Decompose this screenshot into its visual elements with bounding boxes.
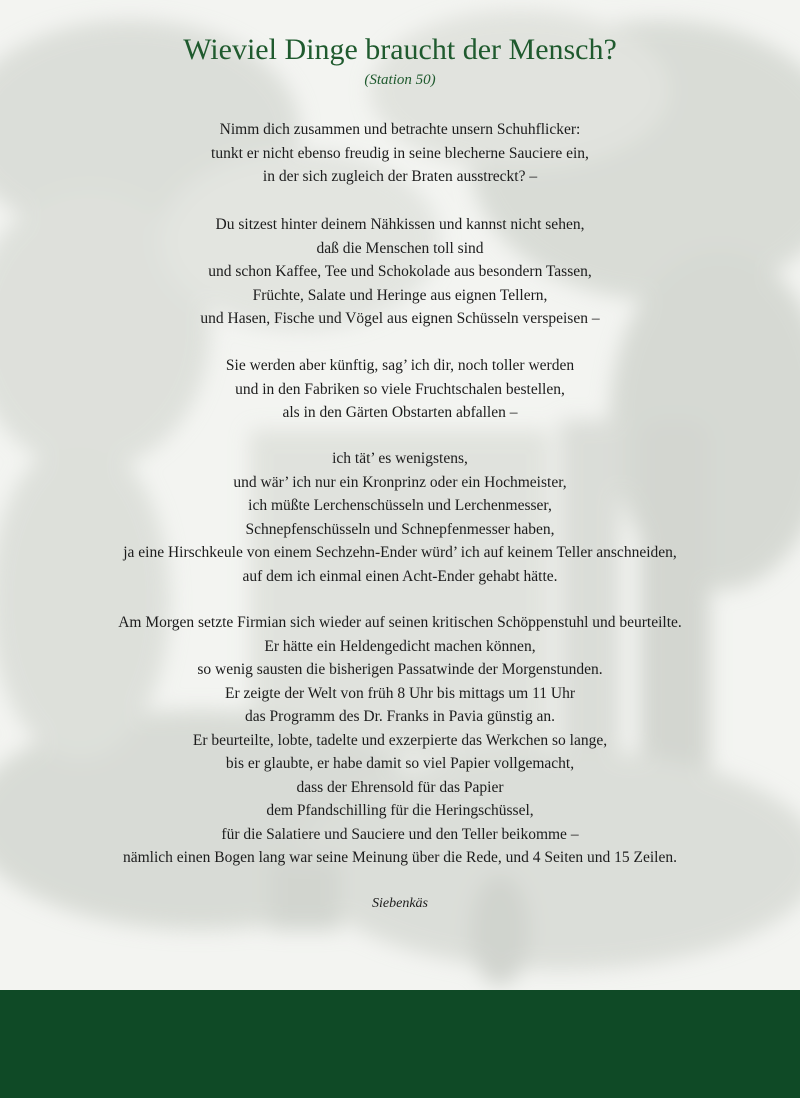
poem-line: als in den Gärten Obstarten abfallen –: [282, 404, 518, 421]
poem-line: ja eine Hirschkeule von einem Sechzehn-Ender würd’ ich auf keinem Teller anschneiden,: [123, 544, 677, 561]
poem-line: auf dem ich einmal einen Acht-Ender gehabt hätte.: [242, 567, 558, 585]
poem-line: bis er glaubte, er habe damit so viel Papier vollgemacht,: [225, 755, 575, 772]
poem-line: Nimm dich zusammen und betrachte unsern Schuhflicker:: [219, 121, 581, 138]
page-title: Wieviel Dinge braucht der Mensch?: [183, 33, 617, 66]
poem-line: in der sich zugleich der Braten ausstreckt? –: [262, 168, 538, 185]
poem-line: nämlich einen Bogen lang war seine Meinung über die Rede, und 4 Seiten und 15 Zeilen.: [123, 849, 677, 866]
poem-line: das Programm des Dr. Franks in Pavia günstig an.: [245, 708, 555, 725]
poem-line: dass der Ehrensold für das Papier: [296, 778, 504, 796]
footer-band: [0, 990, 800, 1098]
poem-line: und wär’ ich nur ein Kronprinz oder ein Hochmeister,: [233, 473, 567, 491]
poem-line: Am Morgen setzte Firmian sich wieder auf seinen kritischen Schöppenstuhl und beurteilte.: [118, 614, 682, 631]
poem-line: tunkt er nicht ebenso freudig in seine blecherne Sauciere ein,: [211, 144, 589, 162]
stanza-5: [0, 611, 800, 870]
stanza-1: [0, 118, 800, 189]
poem-line: Er hätte ein Heldengedicht machen können,: [264, 637, 536, 655]
poem-line: Du sitzest hinter deinem Nähkissen und kannst nicht sehen,: [215, 216, 585, 233]
poem-line: dem Pfandschilling für die Heringschüssel,: [266, 802, 534, 819]
station-subtitle: (Station 50): [364, 72, 436, 88]
author-signature: Siebenkäs: [372, 896, 428, 911]
stanza-3: [0, 354, 800, 425]
poem-line: Er beurteilte, lobte, tadelte und exzerpierte das Werkchen so lange,: [192, 731, 608, 749]
poem-line: und Hasen, Fische und Vögel aus eignen Schüsseln verspeisen –: [200, 310, 600, 327]
poem-line: Sie werden aber künftig, sag’ ich dir, noch toller werden: [225, 357, 575, 374]
poem-line: so wenig sausten die bisherigen Passatwinde der Morgenstunden.: [197, 661, 603, 678]
poem-line: ich tät’ es wenigstens,: [332, 450, 468, 467]
poem-line: für die Salatiere und Sauciere und den Teller beikomme –: [221, 825, 579, 843]
poem-line: und in den Fabriken so viele Fruchtschalen bestellen,: [235, 380, 565, 398]
poem-line: ich müßte Lerchenschüsseln und Lerchenmesser,: [248, 497, 552, 514]
poem-line: Früchte, Salate und Heringe aus eignen Tellern,: [252, 286, 548, 304]
stanza-4: [0, 447, 800, 588]
poem-line: Er zeigte der Welt von früh 8 Uhr bis mittags um 11 Uhr: [224, 684, 575, 702]
stanza-2: [0, 213, 800, 331]
poem-line: Schnepfenschüsseln und Schnepfenmesser haben,: [245, 520, 555, 538]
poem-line: daß die Menschen toll sind: [316, 239, 484, 257]
poem-line: und schon Kaffee, Tee und Schokolade aus besondern Tassen,: [208, 263, 592, 280]
